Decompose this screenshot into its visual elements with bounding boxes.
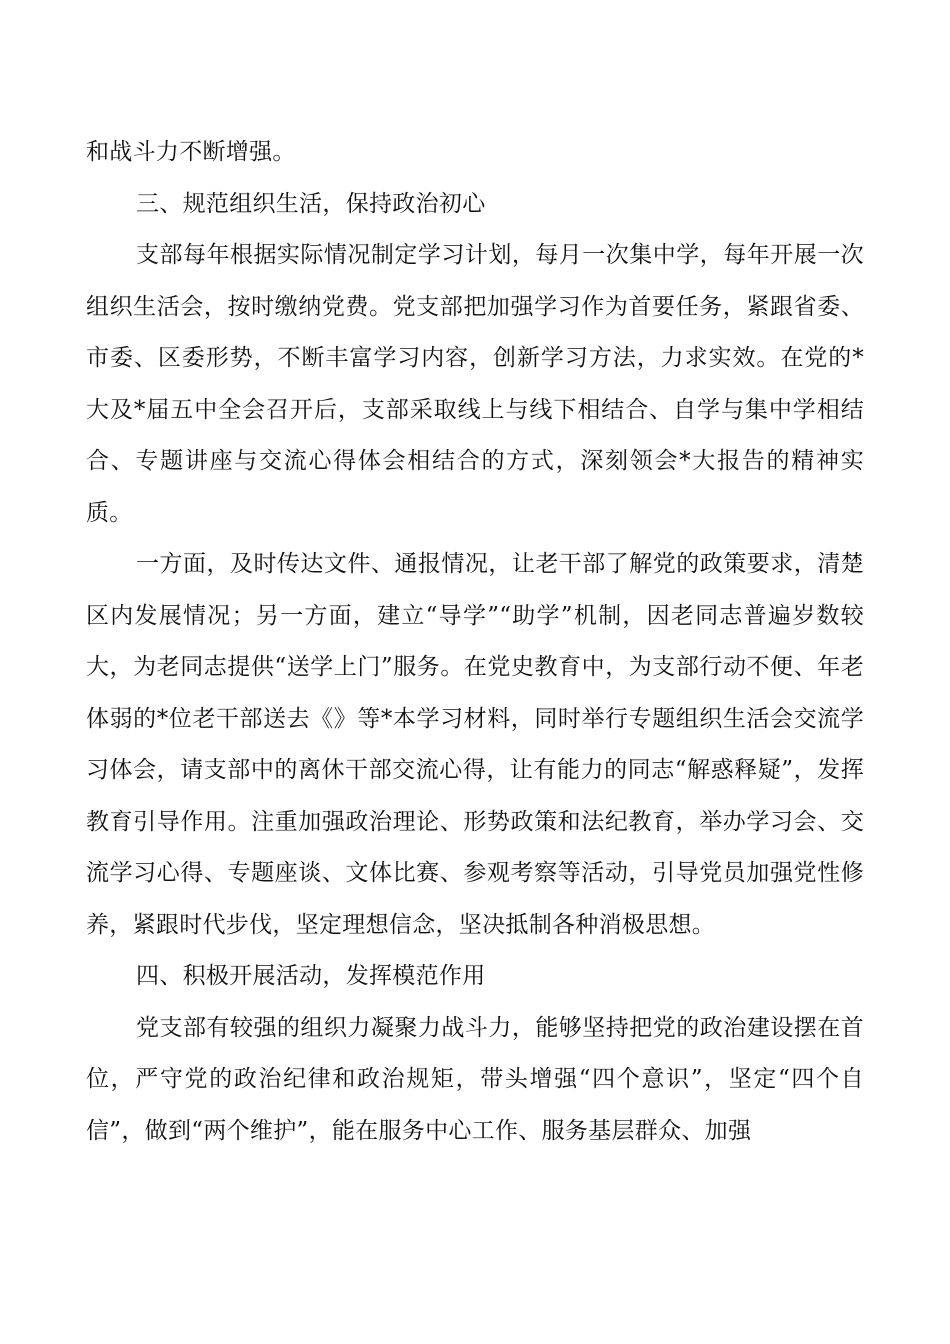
paragraph-study-methods: 一方面，及时传达文件、通报情况，让老干部了解党的政策要求，清楚区内发展情况；另一方面，建立“导学”“助学”机制，因老同志普遍岁数较大，为老同志提供“送学上门”服务。在党史教育中，为支部行动不便、年老体弱的*位老干部送去《》等*本学习材料，同时举行专题组织生活会交流学习体会，请支部中的离休干部交流心得，让有能力的同志“解惑释疑”，发挥教育引导作用。注重加强政治理论、形势政策和法纪教育，举办学习会、交流学习心得、专题座谈、文体比赛、参观考察等活动，引导党员加强党性修养，紧跟时代步伐，坚定理想信念，坚决抵制各种消极思想。	[86, 551, 864, 938]
paragraph-party-branch: 党支部有较强的组织力凝聚力战斗力，能够坚持把党的政治建设摆在首位，严守党的政治纪律和政治规矩，带头增强“四个意识”，坚定“四个自信”，做到“两个维护”，能在服务中心工作、服务基层群众、加强	[86, 1014, 864, 1144]
document-body	[86, 127, 864, 1157]
section-heading-4: 四、积极开展活动，发挥模范作用	[136, 963, 486, 989]
section-heading-3: 三、规范组织生活，保持政治初心	[136, 190, 486, 217]
paragraph-study-plan: 支部每年根据实际情况制定学习计划，每月一次集中学，每年开展一次组织生活会，按时缴纳党费。党支部把加强学习作为首要任务，紧跟省委、市委、区委形势，不断丰富学习内容，创新学习方法，力求实效。在党的*大及*届五中全会召开后，支部采取线上与线下相结合、自学与集中学相结合、专题讲座与交流心得体会相结合的方式，深刻领会*大报告的精神实质。	[86, 242, 864, 526]
paragraph-continuation: 和战斗力不断增强。	[86, 139, 296, 165]
